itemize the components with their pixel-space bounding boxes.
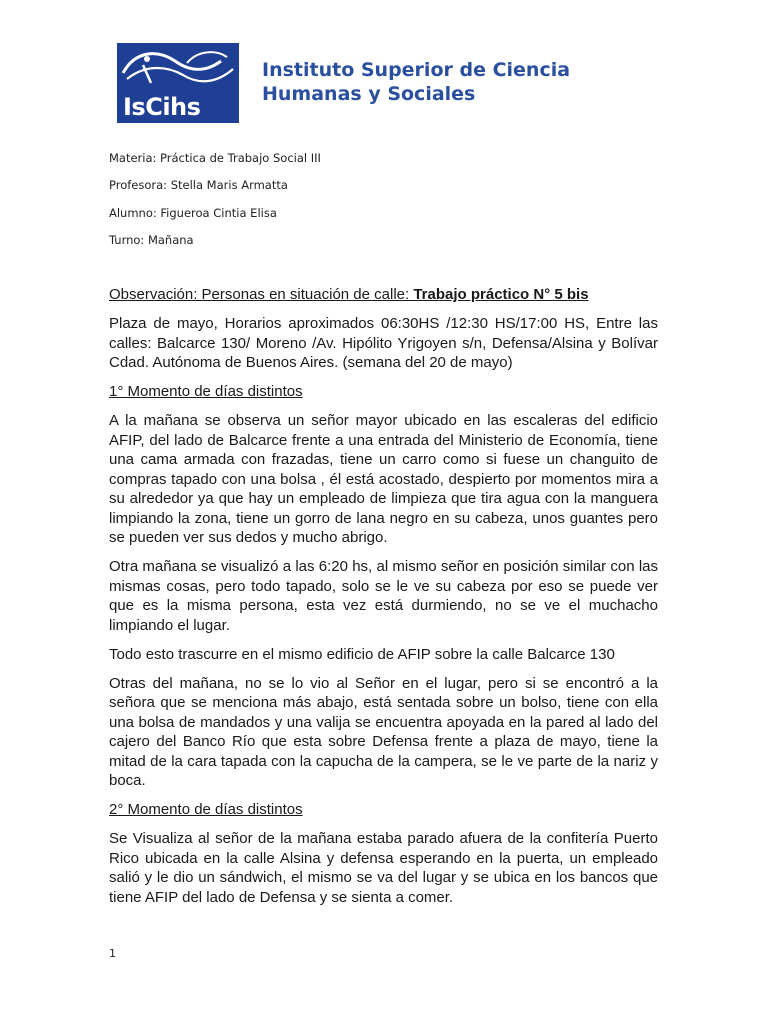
paragraph-1: A la mañana se observa un señor mayor ubicado en las escaleras del edificio AFIP, del lado de Balcarce frente a una entrada del Ministerio de Economía, tiene una cama armada con frazadas, tiene un carro como si fuese un changuito de compras tapado con una bolsa , él está acostado, despierto por momentos mira a su alrededor ya que hay un empleado de limpieza que tira agua con la manguera limpiando la zona, tiene un gorro de lana negro en su cabeza, unos guantes pero se pueden ver sus dedos y mucho abrigo. <box>109 412 658 546</box>
meta-materia: Materia: Práctica de Trabajo Social III <box>109 151 321 165</box>
paragraph-3: Todo esto trascurre en el mismo edificio de AFIP sobre la calle Balcarce 130 <box>109 645 615 663</box>
logo-edge <box>109 43 117 123</box>
institute-title-line2: Humanas y Sociales <box>262 83 476 105</box>
meta-profesora: Profesora: Stella Maris Armatta <box>109 178 288 192</box>
institute-logo <box>109 43 239 123</box>
paragraph-5: Se Visualiza al señor de la mañana estaba parado afuera de la confitería Puerto Rico ubicada en la calle Alsina y defensa esperando en la puerta, un empleado salió y le dio un sándwich, el mismo se va del lugar y se ubica en los bancos que tiene AFIP del lado de Defensa y se sienta a comer. <box>109 830 658 906</box>
observation-heading <box>109 285 658 305</box>
institute-title-line1: Instituto Superior de Ciencia <box>262 59 571 81</box>
meta-alumno: Alumno: Figueroa Cintia Elisa <box>109 206 277 220</box>
intro-paragraph: Plaza de mayo, Horarios aproximados 06:30HS /12:30 HS/17:00 HS, Entre las calles: Balcarce 130/ Moreno /Av. Hipólito Yrigoyen s/n, Defensa/Alsina y Bolívar Cdad. Autónoma de Buenos Aires. (semana del 20 de mayo) <box>109 315 658 371</box>
logo-swirl-icon <box>117 43 239 93</box>
paragraph-4: Otras del mañana, no se lo vio al Señor en el lugar, pero si se encontró a la señora que se menciona más abajo, está sentada sobre un bolso, tiene con ella una bolsa de mandados y una valija se encuentra apoyada en la pared al lado del cajero del Banco Río que esta sobre Defensa frente a plaza de mayo, tiene la mitad de la cara tapada con la capucha de la campera, se le ve parte de la nariz y boca. <box>109 674 658 789</box>
meta-turno: Turno: Mañana <box>109 233 194 247</box>
section-heading-2: 2° Momento de días distintos <box>109 801 303 818</box>
section-heading-1: 1° Momento de días distintos <box>109 383 303 400</box>
document-body <box>109 285 658 917</box>
institute-title <box>262 58 692 106</box>
heading-bold: Trabajo práctico N° 5 bis <box>413 286 589 303</box>
paragraph-2: Otra mañana se visualizó a las 6:20 hs, al mismo señor en posición similar con las mismas cosas, pero todo tapado, solo se le ve su cabeza por eso se puede ver que es la misma persona, esta vez está durmiendo, no se ve el muchacho limpiando el lugar. <box>109 558 658 634</box>
page-number: 1 <box>109 947 116 960</box>
heading-prefix: Observación: Personas en situación de calle: <box>109 286 414 303</box>
logo-text: IsCihs <box>123 93 201 121</box>
